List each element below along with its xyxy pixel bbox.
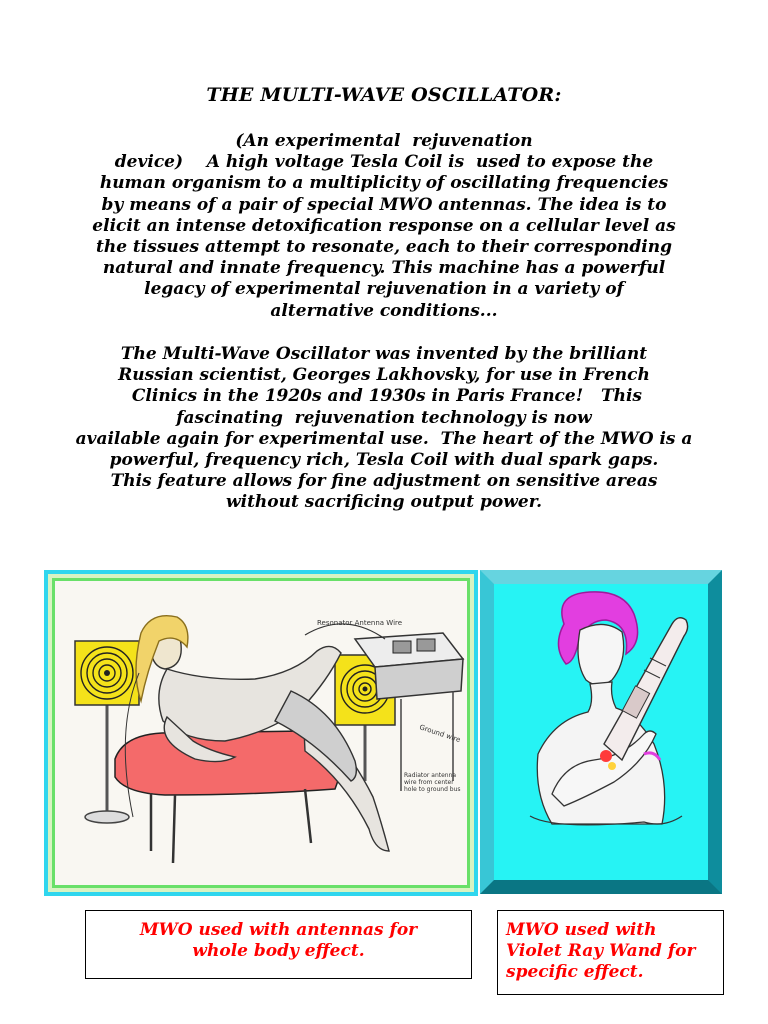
intro-paragraph xyxy=(40,131,728,322)
radiator-note: Radiator antenna wire from center hole to ground bus xyxy=(404,772,461,793)
wand-sketch-svg xyxy=(494,584,708,880)
antenna-caption xyxy=(85,910,472,979)
paragraph-line: without sacrificing output power. xyxy=(225,492,543,513)
paragraph-line: legacy of experimental rejuvenation in a variety of xyxy=(144,279,624,300)
wand-illustration-frame xyxy=(480,570,722,894)
spark-accent xyxy=(600,750,612,762)
paragraph-line: (An experimental rejuvenation xyxy=(235,131,533,151)
caption-line: Violet Ray Wand for xyxy=(506,941,696,961)
caption-line: whole body effect. xyxy=(192,941,365,961)
paragraph-line: Clinics in the 1920s and 1930s in Paris France! This xyxy=(125,386,642,407)
paragraph-line: human organism to a multiplicity of oscillating frequencies xyxy=(99,173,669,194)
history-paragraph xyxy=(40,344,728,514)
document-title: THE MULTI-WAVE OSCILLATOR: xyxy=(206,84,562,106)
wand-illustration xyxy=(494,584,708,880)
paragraph-line: powerful, frequency rich, Tesla Coil with dual spark gaps. xyxy=(109,450,659,471)
spark-accent xyxy=(608,762,616,770)
paragraph-line: alternative conditions... xyxy=(270,300,498,321)
caption-line: MWO used with antennas for xyxy=(139,920,418,940)
paragraph-line: elicit an intense detoxification response on a cellular level as xyxy=(92,215,676,236)
paragraph-line: natural and innate frequency. This machine has a powerful xyxy=(102,258,666,279)
paragraph-line: available again for experimental use. The heart of the MWO is a xyxy=(75,428,693,449)
ground-wire-label: Ground wire xyxy=(418,723,462,745)
antenna-illustration xyxy=(52,578,470,888)
paragraph-line: fascinating rejuvenation technology is now xyxy=(176,407,592,428)
antenna-sketch-svg xyxy=(55,581,470,888)
caption-line: MWO used with xyxy=(506,920,657,940)
paragraph-line: the tissues attempt to resonate, each to their corresponding xyxy=(95,237,673,258)
paragraph-line: This feature allows for fine adjustment on sensitive areas xyxy=(110,471,658,492)
top-wire-label: Resonator Antenna Wire xyxy=(317,619,403,627)
paragraph-line: device) A high voltage Tesla Coil is used to expose the xyxy=(114,152,654,173)
antenna-illustration-frame xyxy=(44,570,478,896)
paragraph-line: Russian scientist, Georges Lakhovsky, for use in French xyxy=(118,365,650,386)
face-shape xyxy=(578,624,624,685)
paragraph-line: by means of a pair of special MWO antennas. The idea is to xyxy=(101,194,667,215)
caption-line: specific effect. xyxy=(506,962,644,982)
paragraph-line: The Multi-Wave Oscillator was invented by the brilliant xyxy=(120,344,648,364)
wand-caption xyxy=(497,910,724,995)
